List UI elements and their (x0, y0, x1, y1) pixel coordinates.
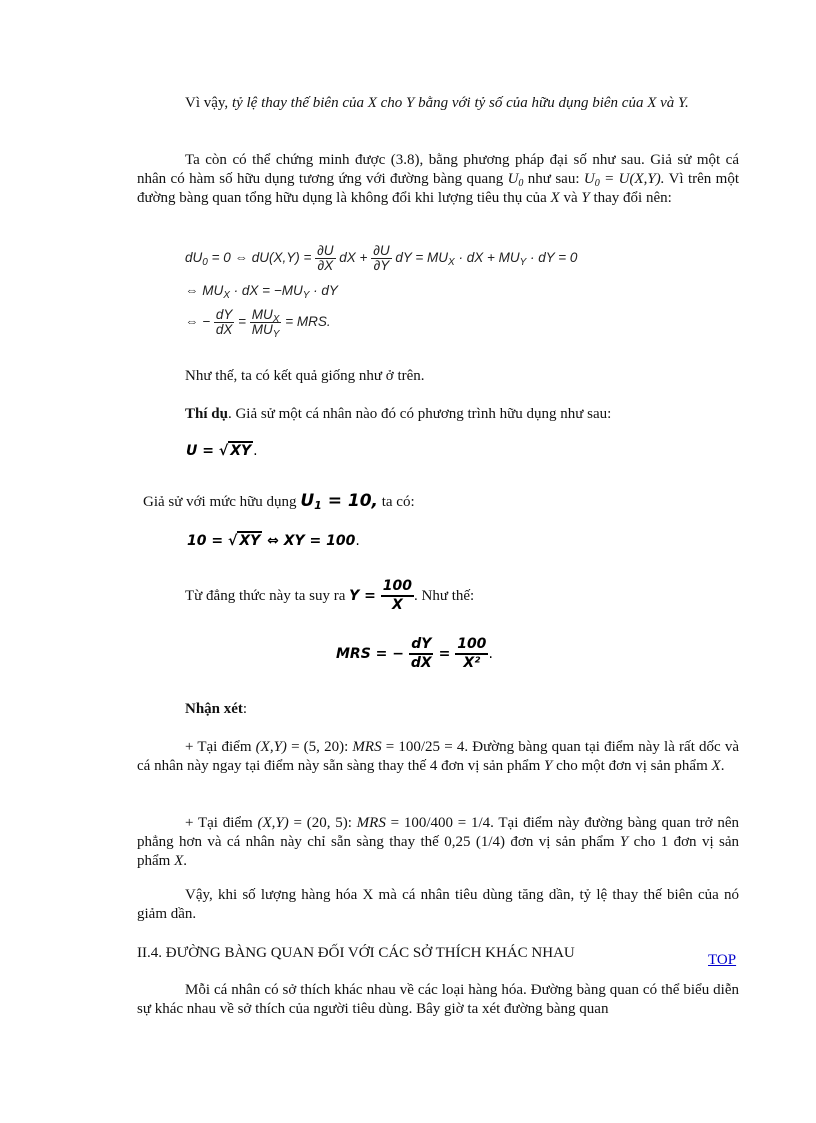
remark-point-5-20: + Tại điểm (X,Y) = (5, 20): MRS = 100/25 = 4. Đường bàng quan tại điểm này là rất dốc và cá nhân này ngay tại điểm này sẵn sàng thay thế 4 đơn vị sản phẩm Y cho một đơn vị sản phẩm X. (137, 739, 739, 774)
paragraph-mrs-conclusion: Vì vậy, tỷ lệ thay thế biên của X cho Y bằng với tỷ số của hữu dụng biên của X và Y. (185, 95, 689, 111)
section-heading: II.4. ĐƯỜNG BÀNG QUAN ĐỐI VỚI CÁC SỞ THÍCH KHÁC NHAU (137, 945, 575, 961)
partial-u-x-fraction: $\frac{\partial U}{\partial X}$ (317, 243, 334, 273)
paragraph-derive-y: Từ đẳng thức này ta suy ra Y = $\frac{100}{X}$ . Như thế: (185, 578, 475, 613)
top-link[interactable]: TOP (708, 952, 737, 968)
mrs-equation: MRS = − $\frac{dY}{dX}$ = $\frac{100}{\text{X²}}$ . (336, 636, 493, 671)
paragraph-algebraic-proof: Ta còn có thể chứng minh được (3.8), bằng phương pháp đại số như sau. Giả sử một cá nhân có hàm số hữu dụng tương ứng với đường bàng quang $U_0$ như sau: $U_0 = U(X,Y)$. Vì trên một đường bàng quan tổng hữu dụng là không đổi khi lượng tiêu thụ của X và Y thay đổi nên: (137, 152, 739, 206)
dy-dx-fraction: $\frac{dY}{dX}$ (215, 307, 233, 337)
derivation-line-2: ⇔ $MU_X$ · dX = $-MU_Y$ · dY (185, 283, 338, 301)
derivation-line-1: $dU_0 = 0$ ⇔ dU(X,Y) = $\frac{\partial U}{\partial X}$ dX + $\frac{\partial U}{\partial Y}$ dY = $MU_X$ · dX + $MU_Y$ · dY = 0 (185, 243, 578, 273)
utility-function-equation: U = √ XY . (186, 443, 258, 459)
remark-heading: Nhận xét: (185, 701, 248, 717)
paragraph-preferences: Mỗi cá nhân có sở thích khác nhau về các loại hàng hóa. Đường bàng quan có thể biểu diễn sự khác nhau về sở thích của người tiêu dùng. Bây giờ ta xét đường bàng quan (137, 982, 739, 1017)
mu-ratio-fraction: $\frac{MU_X}{MU_Y}$ (251, 307, 280, 340)
remark-point-20-5: + Tại điểm (X,Y) = (20, 5): MRS = 100/400 = 1/4. Tại điểm này đường bàng quan trở nên phẳng hơn và cá nhân này chỉ sẵn sàng thay thế 0,25 (1/4) đơn vị sản phẩm Y cho 1 đơn vị sản phẩm X. (137, 815, 739, 869)
paragraph-same-result: Như thế, ta có kết quả giống như ở trên. (185, 368, 425, 384)
derivation-line-3: ⇔ − $\frac{dY}{dX}$ = $\frac{MU_X}{MU_Y}$ = MRS. (185, 307, 331, 340)
y-equals-100-over-x: $\frac{100}{X}$ (382, 578, 412, 613)
paragraph-diminishing-mrs: Vậy, khi số lượng hàng hóa X mà cá nhân tiêu dùng tăng dần, tỷ lệ thay thế biên của nó giảm dần. (137, 887, 739, 922)
paragraph-example: Thí dụ. Giả sử một cá nhân nào đó có phương trình hữu dụng như sau: (185, 406, 612, 422)
paragraph-utility-level: Giả sử với mức hữu dụng $U_1 = 10$, ta có: (143, 491, 415, 512)
utility-level-equation: 10 = √ XY ⇔ XY = 100. (187, 533, 360, 549)
partial-u-y-fraction: $\frac{\partial U}{\partial Y}$ (373, 243, 390, 273)
